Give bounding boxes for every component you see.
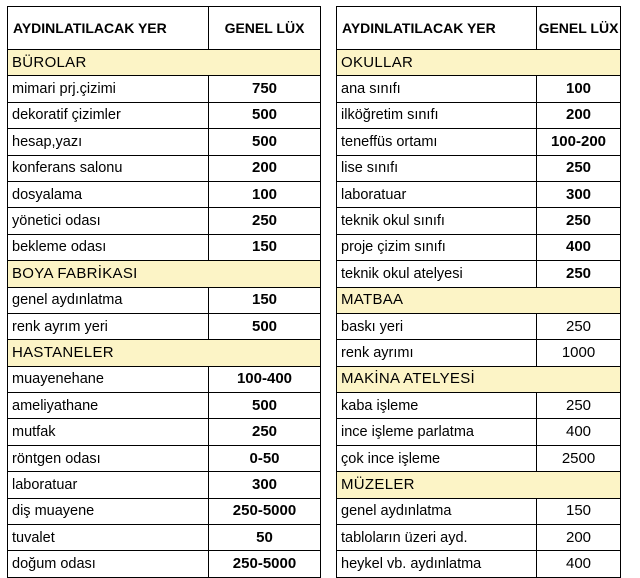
- lux-cell: 100: [209, 181, 321, 207]
- lux-cell: 250: [537, 393, 621, 419]
- header-lux: GENEL LÜX: [209, 7, 321, 50]
- right-lux-table: [336, 6, 621, 578]
- table-row: [8, 498, 321, 524]
- table-row: [8, 525, 321, 551]
- place-cell: ameliyathane: [8, 393, 209, 419]
- section-title: MAKİNA ATELYESİ: [337, 366, 621, 392]
- place-cell: laboratuar: [8, 472, 209, 498]
- place-cell: ince işleme parlatma: [337, 419, 537, 445]
- table-row: [337, 340, 621, 366]
- table-row: [337, 261, 621, 287]
- place-cell: ana sınıfı: [337, 76, 537, 102]
- section-title: OKULLAR: [337, 50, 621, 76]
- table-row: [337, 234, 621, 260]
- table-row: [337, 208, 621, 234]
- place-cell: laboratuar: [337, 181, 537, 207]
- lux-cell: 250: [209, 208, 321, 234]
- lux-cell: 200: [537, 102, 621, 128]
- place-cell: mimari prj.çizimi: [8, 76, 209, 102]
- lux-cell: 2500: [537, 445, 621, 471]
- table-row: [337, 525, 621, 551]
- place-cell: genel aydınlatma: [337, 498, 537, 524]
- table-row: [8, 287, 321, 313]
- section-title: HASTANELER: [8, 340, 321, 366]
- place-cell: muayenehane: [8, 366, 209, 392]
- section-header-row: [337, 366, 621, 392]
- place-cell: çok ince işleme: [337, 445, 537, 471]
- lux-cell: 100-200: [537, 129, 621, 155]
- lux-cell: 400: [537, 419, 621, 445]
- table-row: [8, 366, 321, 392]
- table-row: [337, 445, 621, 471]
- place-cell: teneffüs ortamı: [337, 129, 537, 155]
- left-table-body: [8, 7, 321, 578]
- section-header-row: [8, 261, 321, 287]
- lux-cell: 250: [537, 155, 621, 181]
- lux-cell: 100-400: [209, 366, 321, 392]
- right-table-body: [337, 7, 621, 578]
- table-row: [8, 445, 321, 471]
- table-row: [337, 313, 621, 339]
- left-lux-table: [7, 6, 321, 578]
- place-cell: tabloların üzeri ayd.: [337, 525, 537, 551]
- table-row: [8, 393, 321, 419]
- lux-cell: 250: [537, 208, 621, 234]
- lux-cell: 150: [209, 287, 321, 313]
- place-cell: konferans salonu: [8, 155, 209, 181]
- header-place: AYDINLATILACAK YER: [337, 7, 537, 50]
- lux-cell: 250: [537, 313, 621, 339]
- table-row: [8, 234, 321, 260]
- lux-cell: 100: [537, 76, 621, 102]
- lux-cell: 200: [537, 525, 621, 551]
- place-cell: heykel vb. aydınlatma: [337, 551, 537, 577]
- lux-cell: 500: [209, 393, 321, 419]
- section-title: MATBAA: [337, 287, 621, 313]
- place-cell: baskı yeri: [337, 313, 537, 339]
- lux-cell: 1000: [537, 340, 621, 366]
- section-title: MÜZELER: [337, 472, 621, 498]
- table-header-row: [8, 7, 321, 50]
- table-row: [8, 76, 321, 102]
- section-header-row: [8, 50, 321, 76]
- lux-cell: 0-50: [209, 445, 321, 471]
- place-cell: bekleme odası: [8, 234, 209, 260]
- place-cell: lise sınıfı: [337, 155, 537, 181]
- place-cell: renk ayrımı: [337, 340, 537, 366]
- table-row: [337, 76, 621, 102]
- lux-cell: 400: [537, 551, 621, 577]
- table-row: [8, 208, 321, 234]
- lux-cell: 400: [537, 234, 621, 260]
- table-row: [337, 181, 621, 207]
- place-cell: mutfak: [8, 419, 209, 445]
- table-row: [8, 155, 321, 181]
- lux-cell: 750: [209, 76, 321, 102]
- place-cell: teknik okul sınıfı: [337, 208, 537, 234]
- section-header-row: [337, 50, 621, 76]
- lux-cell: 300: [209, 472, 321, 498]
- header-lux: GENEL LÜX: [537, 7, 621, 50]
- place-cell: renk ayrım yeri: [8, 313, 209, 339]
- lux-cell: 500: [209, 102, 321, 128]
- table-row: [337, 155, 621, 181]
- table-row: [337, 551, 621, 577]
- place-cell: ilköğretim sınıfı: [337, 102, 537, 128]
- section-title: BÜROLAR: [8, 50, 321, 76]
- lux-cell: 250-5000: [209, 551, 321, 577]
- lux-cell: 300: [537, 181, 621, 207]
- place-cell: dekoratif çizimler: [8, 102, 209, 128]
- place-cell: hesap,yazı: [8, 129, 209, 155]
- table-row: [8, 102, 321, 128]
- section-header-row: [337, 287, 621, 313]
- lux-cell: 250-5000: [209, 498, 321, 524]
- section-header-row: [337, 472, 621, 498]
- lux-cell: 250: [209, 419, 321, 445]
- place-cell: kaba işleme: [337, 393, 537, 419]
- place-cell: dosyalama: [8, 181, 209, 207]
- lux-cell: 150: [209, 234, 321, 260]
- table-row: [8, 472, 321, 498]
- table-row: [337, 393, 621, 419]
- table-row: [337, 102, 621, 128]
- lux-cell: 150: [537, 498, 621, 524]
- lux-cell: 500: [209, 313, 321, 339]
- lux-cell: 250: [537, 261, 621, 287]
- lux-cell: 500: [209, 129, 321, 155]
- place-cell: genel aydınlatma: [8, 287, 209, 313]
- table-row: [8, 129, 321, 155]
- place-cell: teknik okul atelyesi: [337, 261, 537, 287]
- header-place: AYDINLATILACAK YER: [8, 7, 209, 50]
- section-header-row: [8, 340, 321, 366]
- place-cell: proje çizim sınıfı: [337, 234, 537, 260]
- table-row: [337, 498, 621, 524]
- lux-cell: 200: [209, 155, 321, 181]
- table-row: [8, 181, 321, 207]
- place-cell: yönetici odası: [8, 208, 209, 234]
- place-cell: diş muayene: [8, 498, 209, 524]
- table-row: [8, 419, 321, 445]
- table-header-row: [337, 7, 621, 50]
- table-row: [8, 313, 321, 339]
- table-row: [337, 419, 621, 445]
- place-cell: tuvalet: [8, 525, 209, 551]
- table-row: [337, 129, 621, 155]
- place-cell: doğum odası: [8, 551, 209, 577]
- table-row: [8, 551, 321, 577]
- lux-cell: 50: [209, 525, 321, 551]
- section-title: BOYA FABRİKASI: [8, 261, 321, 287]
- place-cell: röntgen odası: [8, 445, 209, 471]
